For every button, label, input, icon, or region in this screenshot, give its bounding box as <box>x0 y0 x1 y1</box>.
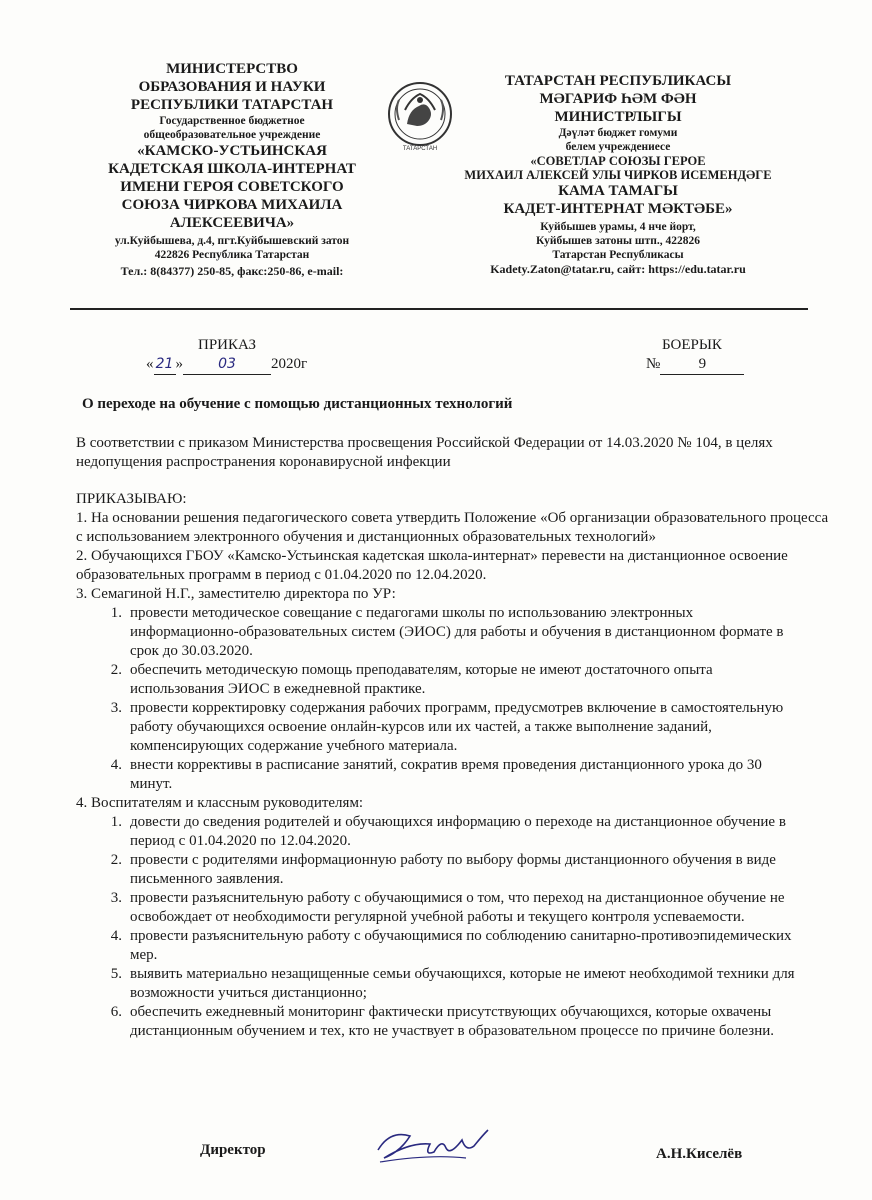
list-item-text: внести коррективы в расписание занятий, сократив время проведения дистанционного урока до 30 минут. <box>130 757 762 792</box>
list-item-number: 1. <box>110 605 122 621</box>
list-item-number: 3. <box>110 890 122 906</box>
header-left-line: 422826 Республика Татарстан <box>154 249 310 261</box>
list-item-text: обеспечить ежедневный мониторинг фактически присутствующих обучающихся, которые охвачены дистанционным обучением и тех, кто не участвует в образовательном процессе по причине болезни. <box>130 1004 775 1039</box>
date-quote-open: « <box>146 356 154 372</box>
header-left-line: АЛЕКСЕЕВИЧА» <box>169 215 295 231</box>
header-left-line: МИНИСТЕРСТВО <box>166 61 298 77</box>
list-item-number: 2. <box>110 852 122 868</box>
list-item <box>76 661 796 699</box>
order-month: 03 <box>183 355 271 375</box>
list-item-text: провести с родителями информационную работу по выбору формы дистанционного обучения в виде письменного заявления. <box>130 852 776 887</box>
header-left-line: ИМЕНИ ГЕРОЯ СОВЕТСКОГО <box>120 179 344 195</box>
prikazyvayu: ПРИКАЗЫВАЮ: <box>76 491 187 507</box>
header-left <box>82 60 382 278</box>
header-right-line: «СОВЕТЛАР СОЮЗЫ ГЕРОЕ <box>530 154 706 168</box>
list-item-number: 1. <box>110 814 122 830</box>
list-item-text: провести методическое совещание с педагогами школы по использованию электронных информационно-образовательных систем (ЭИОС) для работы и обучения в дистанционном формате в срок до 30.03.2020. <box>130 605 784 659</box>
list-item <box>76 889 796 927</box>
document-title: О переходе на обучение с помощью дистанционных технологий <box>82 396 513 412</box>
signature-role: Директор <box>200 1142 266 1158</box>
header-divider <box>70 308 808 310</box>
header-left-line: Тел.: 8(84377) 250-85, факс:250-86, e-mail: <box>120 264 344 278</box>
list-item <box>76 965 796 1003</box>
header-left-line: ОБРАЗОВАНИЯ И НАУКИ <box>138 79 326 95</box>
paragraph-3: 3. Семагиной Н.Г., заместителю директора по УР: <box>76 586 396 602</box>
paragraph-2: 2. Обучающихся ГБОУ «Камско-Устьинская кадетская школа-интернат» перевести на дистанционное освоение образовательных программ в период с 01.04.2020 по 12.04.2020. <box>76 548 788 583</box>
order-title-right: БОЕРЫК <box>662 337 722 353</box>
signature-name: А.Н.Киселёв <box>656 1146 743 1162</box>
list-item-text: провести корректировку содержания рабочих программ, предусмотрев включение в самостоятельную работу обучающихся освоение онлайн-курсов или их частей, а также выполнение заданий, компенсирующих содержание учебного материала. <box>130 700 784 754</box>
header-right-line: Куйбышев урамы, 4 нче йорт, <box>540 221 696 233</box>
list-item <box>76 851 796 889</box>
list-item <box>76 699 796 756</box>
list-item <box>76 813 796 851</box>
header-right-line: Kadety.Zaton@tatar.ru, сайт: https://edu.tatar.ru <box>490 262 746 276</box>
header-left-line: общеобразовательное учреждение <box>143 129 321 141</box>
signature-handwritten <box>370 1122 500 1177</box>
header-right-line: КАМА ТАМАГЫ <box>558 183 678 199</box>
emblem-label: ТАТАРСТАН <box>402 146 438 152</box>
preamble: В соответствии с приказом Министерства просвещения Российской Федерации от 14.03.2020 № 104, в целях недопущения распространения коронавирусной инфекции <box>76 435 773 470</box>
list-item-text: обеспечить методическую помощь преподавателям, которые не имеют достаточного опыта использования ЭИОС в ежедневной практике. <box>130 662 713 697</box>
paragraph-4-list <box>76 813 796 1041</box>
list-item <box>76 927 796 965</box>
date-quote-close: » <box>175 356 183 372</box>
paragraph-1: 1. На основании решения педагогического совета утвердить Положение «Об организации образовательного процесса с использованием электронного обучения и дистанционных образовательных технологий» <box>76 510 829 545</box>
header-left-line: Государственное бюджетное <box>159 115 305 127</box>
order-number <box>646 355 744 375</box>
list-item-text: провести разъяснительную работу с обучающимися по соблюдению санитарно-противоэпидемических мер. <box>130 928 792 963</box>
list-item-number: 4. <box>110 928 122 944</box>
header-right-line: Дәүләт бюджет гомуми <box>558 127 678 139</box>
header-left-line: ул.Куйбышева, д.4, пгт.Куйбышевский затон <box>114 235 350 247</box>
list-item <box>76 1003 796 1041</box>
order-year: 2020г <box>271 356 308 372</box>
list-item-number: 5. <box>110 966 122 982</box>
header-right-line: Куйбышев затоны штп., 422826 <box>536 235 700 247</box>
order-date <box>146 355 307 375</box>
document-body <box>76 434 836 1041</box>
order-day: 21 <box>154 355 176 375</box>
header-left-line: РЕСПУБЛИКИ ТАТАРСТАН <box>130 97 334 113</box>
paragraph-3-list <box>76 604 796 794</box>
order-title-left: ПРИКАЗ <box>198 337 256 353</box>
header-left-line: СОЮЗА ЧИРКОВА МИХАИЛА <box>121 197 343 213</box>
list-item-text: провести разъяснительную работу с обучающимися о том, что переход на дистанционное обучение не освобождает от необходимости регулярной учебной работы и текущего контроля успеваемости. <box>130 890 785 925</box>
number-prefix: № <box>646 356 661 372</box>
header-right-line: КАДЕТ-ИНТЕРНАТ МӘКТӘБЕ» <box>503 201 733 217</box>
list-item-number: 3. <box>110 700 122 716</box>
list-item-text: довести до сведения родителей и обучающихся информацию о переходе на дистанционное обучение в период с 01.04.2020 по 12.04.2020. <box>130 814 786 849</box>
order-number-value: 9 <box>660 355 744 375</box>
header-right-line: ТАТАРСТАН РЕСПУБЛИКАСЫ <box>504 73 732 89</box>
header-right-line: Татарстан Республикасы <box>552 249 684 261</box>
header-right <box>428 72 808 276</box>
list-item-number: 6. <box>110 1004 122 1020</box>
list-item <box>76 756 796 794</box>
header-left-line: КАДЕТСКАЯ ШКОЛА-ИНТЕРНАТ <box>108 161 356 177</box>
header-right-line: МӘГАРИФ ҺӘМ ФӘН <box>539 91 697 107</box>
header-right-line: МИХАИЛ АЛЕКСЕЙ УЛЫ ЧИРКОВ ИСЕМЕНДӘГЕ <box>464 168 772 182</box>
header-right-line: МИНИСТРЛЫГЫ <box>554 109 682 125</box>
list-item <box>76 604 796 661</box>
paragraph-4: 4. Воспитателям и классным руководителям: <box>76 795 364 811</box>
list-item-number: 2. <box>110 662 122 678</box>
header-right-line: белем учреждениесе <box>565 141 671 153</box>
list-item-number: 4. <box>110 757 122 773</box>
list-item-text: выявить материально незащищенные семьи обучающихся, которые не имеют необходимой техники для возможности учиться дистанционно; <box>130 966 795 1001</box>
header-left-line: «КАМСКО-УСТЬИНСКАЯ <box>137 143 327 159</box>
